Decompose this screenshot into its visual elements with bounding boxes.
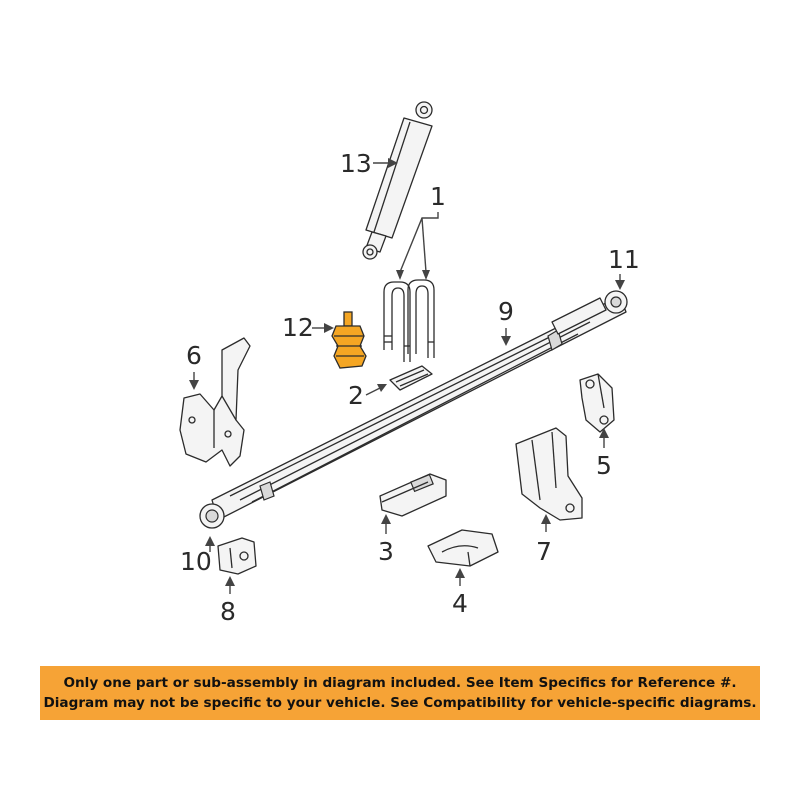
callout-7: 7 <box>536 537 552 566</box>
disclaimer-line-2: Diagram may not be specific to your vehicle. See Compatibility for vehicle-specific diagrams. <box>43 695 757 711</box>
u-bolt <box>384 280 434 362</box>
callout-11: 11 <box>608 245 640 274</box>
callout-5: 5 <box>596 451 612 480</box>
spacer-plate <box>390 366 432 390</box>
spring-seat <box>428 530 498 566</box>
shackle-bracket <box>218 538 256 574</box>
disclaimer-banner <box>40 666 760 720</box>
disclaimer-line-1: Only one part or sub-assembly in diagram included. See Item Specifics for Reference #. <box>63 675 737 691</box>
callout-8: 8 <box>220 597 236 626</box>
callout-9: 9 <box>498 297 514 326</box>
callout-13: 13 <box>340 149 372 178</box>
callout-6: 6 <box>186 341 202 370</box>
callout-12: 12 <box>282 313 314 342</box>
bump-stop <box>332 312 366 368</box>
callout-4: 4 <box>452 589 468 618</box>
callout-2: 2 <box>348 381 364 410</box>
callout-3: 3 <box>378 537 394 566</box>
callout-10: 10 <box>180 547 212 576</box>
shackle <box>580 374 614 432</box>
shock-absorber <box>363 102 432 259</box>
callout-1: 1 <box>430 182 446 211</box>
clamp-plate <box>380 474 446 516</box>
rear-hanger <box>516 428 582 520</box>
